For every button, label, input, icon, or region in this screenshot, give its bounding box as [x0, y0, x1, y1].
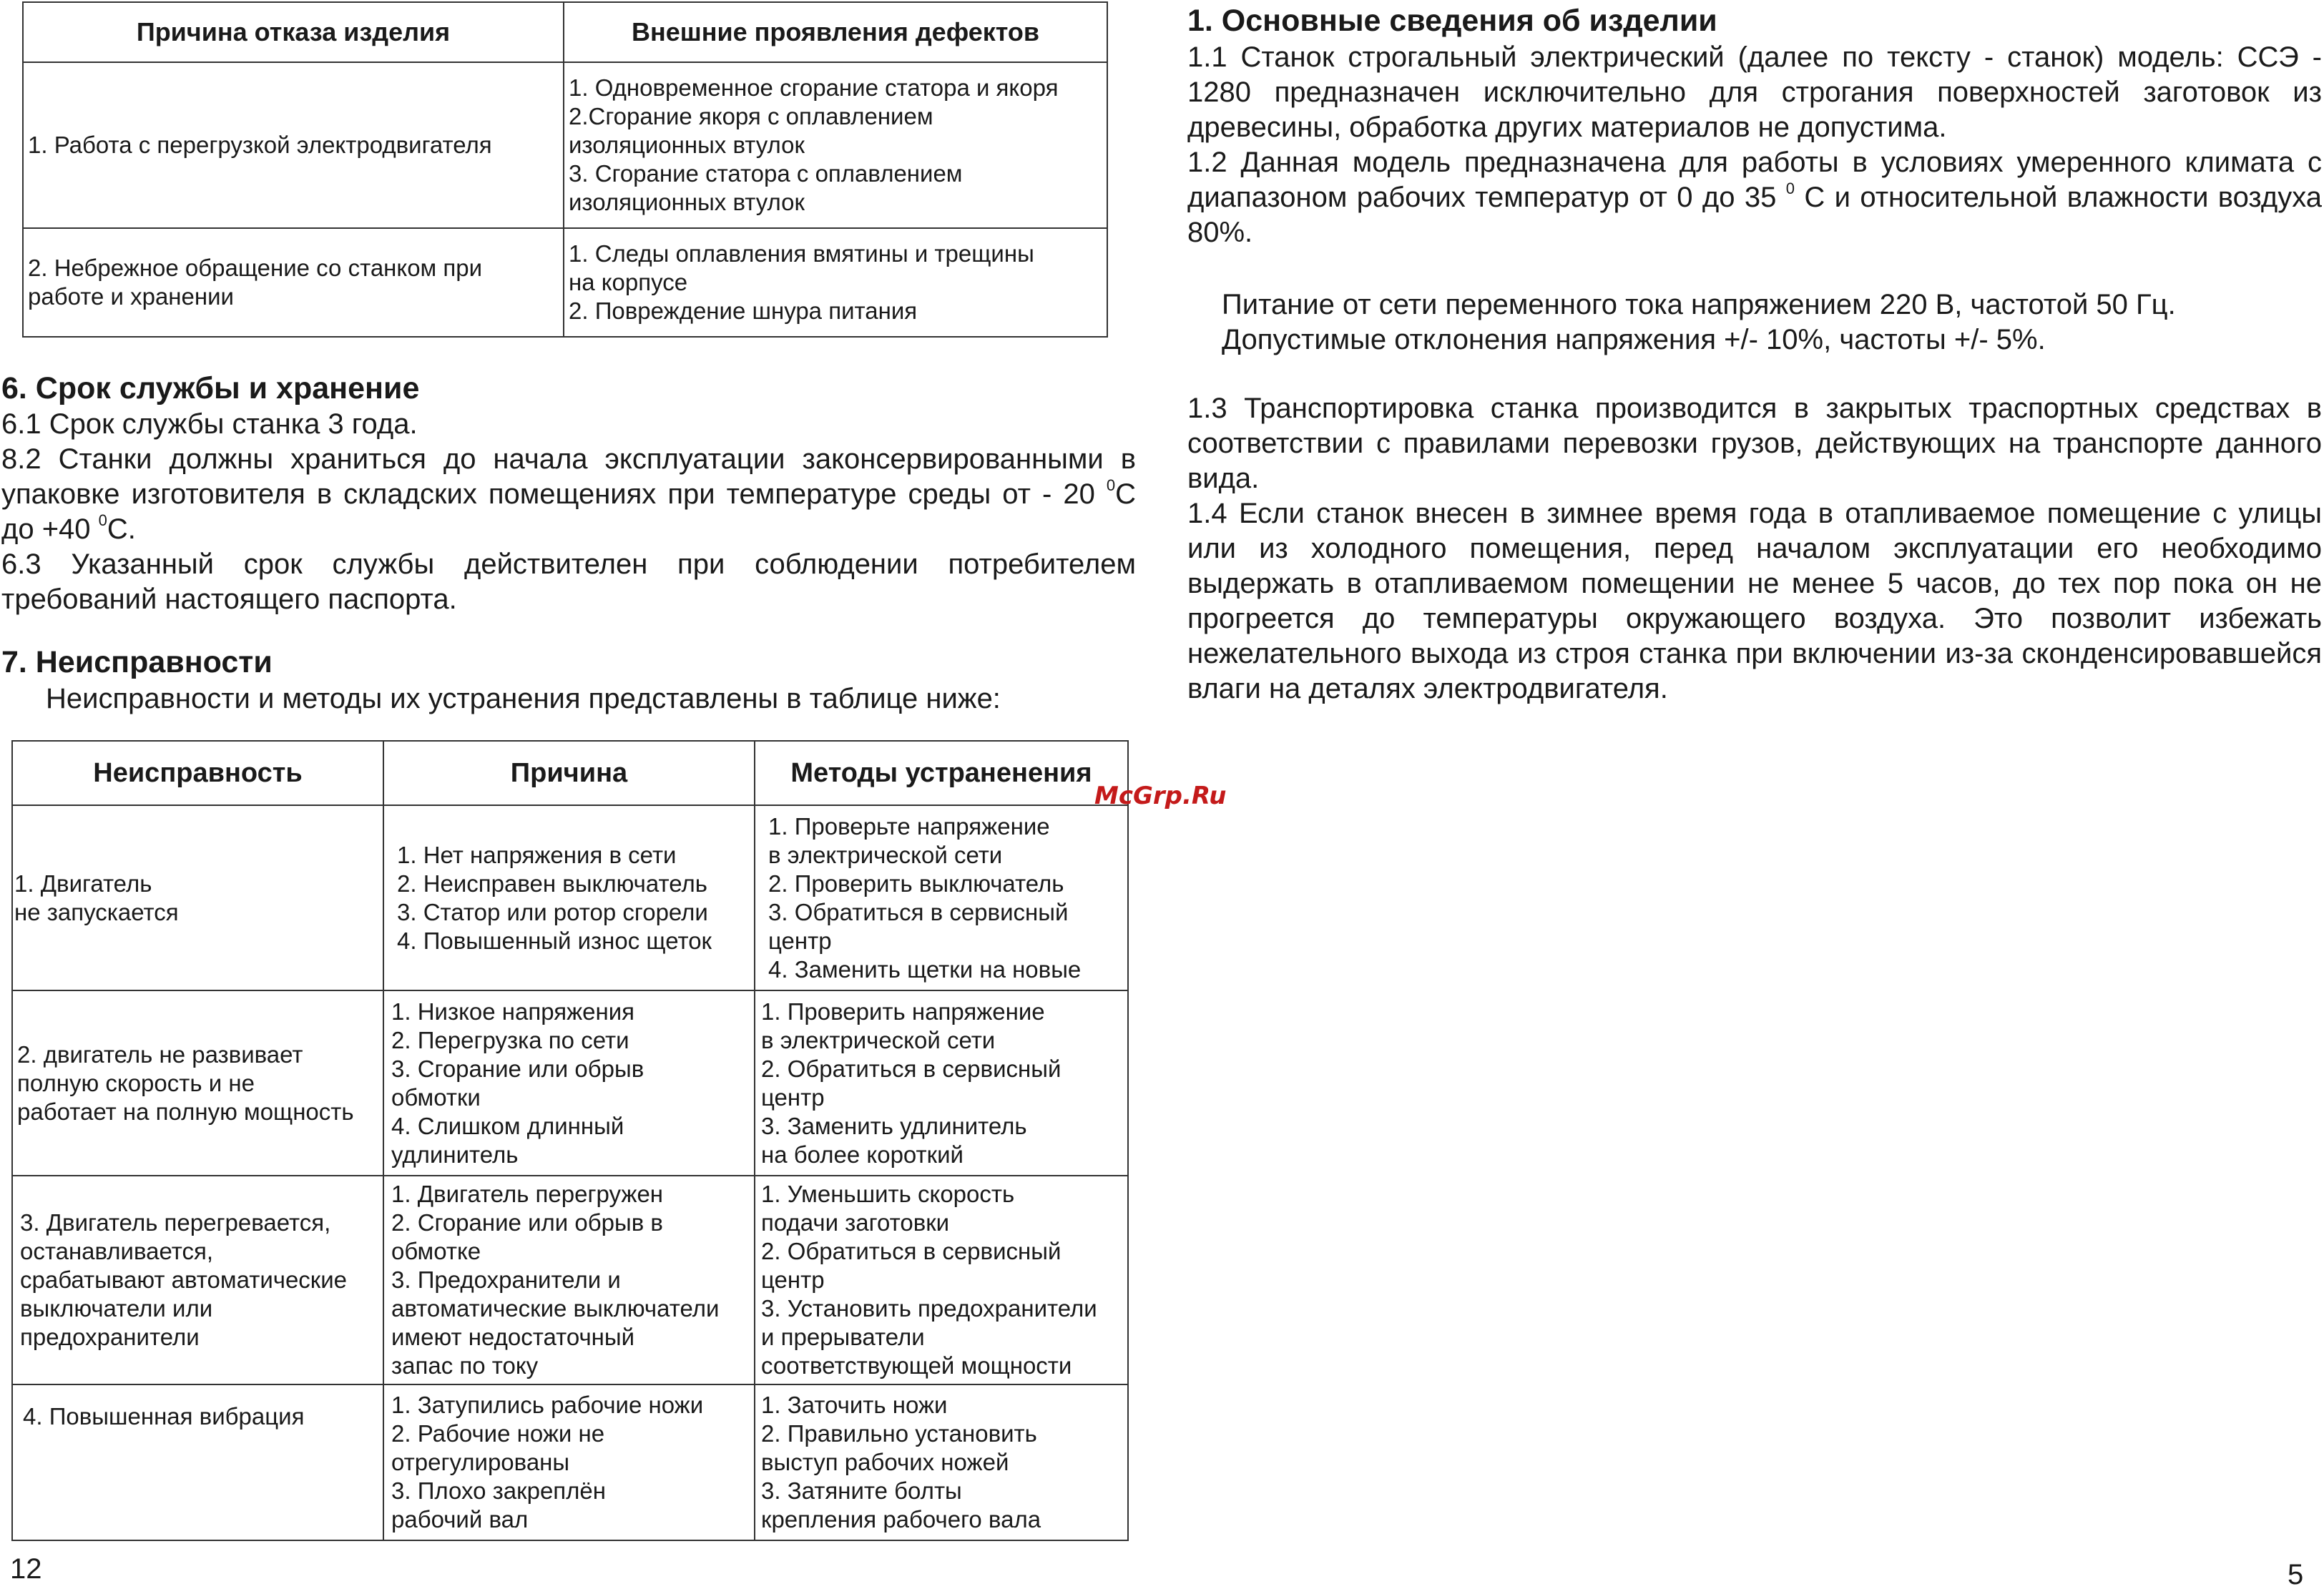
table-header-symptoms: Внешние проявления дефектов [564, 2, 1107, 62]
section-7-intro: Неисправности и методы их устранения представлены в таблице ниже: [46, 683, 1001, 714]
table-cell-cause: 1. Работа с перегрузкой электродвигателя [23, 62, 564, 228]
table-cell-fix: 1. Проверить напряжение в электрической сети 2. Обратиться в сервисный центр 3. Заменить удлинитель на более короткий [755, 990, 1128, 1176]
section-7-title: 7. Неисправности [1, 645, 273, 679]
page-number-left: 12 [10, 1553, 42, 1585]
table-cell-fault: 1. Двигатель не запускается [12, 805, 383, 990]
paragraph-6-3: 6.3 Указанный срок службы действителен при соблюдении потребителем требований настоящего паспорта. [1, 548, 1136, 615]
table-cell-fix: 1. Заточить ножи 2. Правильно установить выступ рабочих ножей 3. Затяните болты крепления рабочего вала [755, 1384, 1128, 1540]
table-cell-fault: 2. двигатель не развивает полную скорость и не работает на полную мощность [12, 990, 383, 1176]
section-1-title: 1. Основные сведения об изделии [1187, 4, 1717, 38]
table-cell-reason: 1. Затупились рабочие ножи 2. Рабочие ножи не отрегулированы 3. Плохо закреплён рабочий вал [383, 1384, 755, 1540]
watermark: McGrp.Ru [1094, 782, 1227, 810]
table-row [12, 1384, 1128, 1540]
paragraph-6-1: 6.1 Срок службы станка 3 года. [1, 408, 418, 440]
power-line-2: Допустимые отклонения напряжения +/- 10%, частоты +/- 5%. [1222, 324, 2046, 355]
table-row [23, 228, 1107, 337]
section-1-more [1187, 391, 2322, 707]
table-cell-reason: 1. Низкое напряжения 2. Перегрузка по сети 3. Сгорание или обрыв обмотки 4. Слишком длинный удлинитель [383, 990, 755, 1176]
table-cell-fix: 1. Уменьшить скорость подачи заготовки 2. Обратиться в сервисный центр 3. Установить предохранители и прерыватели соответствующей мощности [755, 1176, 1128, 1384]
section-1-body [1187, 40, 2322, 250]
table-cell-cause: 2. Небрежное обращение со станком при работе и хранении [23, 228, 564, 337]
table-cell-reason: 1. Двигатель перегружен 2. Сгорание или обрыв в обмотке 3. Предохранители и автоматические выключатели имеют недостаточный запас по току [383, 1176, 755, 1384]
table-cell-fault: 3. Двигатель перегревается, останавливается, срабатывают автоматические выключатели или предохранители [12, 1176, 383, 1384]
failure-cause-table [22, 1, 1108, 338]
table-cell-reason: 1. Нет напряжения в сети 2. Неисправен выключатель 3. Статор или ротор сгорели 4. Повышенный износ щеток [383, 805, 755, 990]
paragraph-1-1: 1.1 Станок строгальный электрический (далее по тексту - станок) модель: ССЭ - 1280 предназначен исключительно для строгания поверхностей заготовок из древесины, обработка других материалов не допустима. [1187, 41, 2322, 143]
paragraph-1-2: 1.2 Данная модель предназначена для работы в условиях умеренного климата с диапазоном рабочих температур от 0 до 35 $^0$ С и относительной влажности воздуха 80%. [1187, 147, 2322, 248]
table-header-fix: Методы устраненения [755, 741, 1128, 805]
malfunction-table [11, 740, 1129, 1541]
table-cell-fix: 1. Проверьте напряжение в электрической сети 2. Проверить выключатель 3. Обратиться в сервисный центр 4. Заменить щетки на новые [755, 805, 1128, 990]
table-row [12, 1176, 1128, 1384]
table-cell-fault: 4. Повышенная вибрация [12, 1384, 383, 1540]
table-cell-symptoms: 1. Одновременное сгорание статора и якоря 2.Сгорание якоря с оплавлением изоляционных втулок 3. Сгорание статора с оплавлением изоляционных втулок [564, 62, 1107, 228]
table-cell-symptoms: 1. Следы оплавления вмятины и трещины на корпусе 2. Повреждение шнура питания [564, 228, 1107, 337]
table-row [23, 62, 1107, 228]
section-6-title: 6. Срок службы и хранение [1, 371, 420, 405]
table-row [12, 805, 1128, 990]
power-line-1: Питание от сети переменного тока напряжением 220 В, частотой 50 Гц. [1222, 289, 2176, 320]
table-header-reason: Причина [383, 741, 755, 805]
table-header-fault: Неисправность [12, 741, 383, 805]
paragraph-8-2: 8.2 Станки должны храниться до начала эксплуатации законсервированными в упаковке изготовителя в складских помещениях при температуре среды от - 20 $^0$С до +40 $^0$С. [1, 443, 1136, 545]
paragraph-1-4: 1.4 Если станок внесен в зимнее время года в отапливаемое помещение с улицы или из холодного помещения, перед началом эксплуатации его необходимо выдержать в отапливаемом помещении не менее 5 часов, до тех пор пока он не прогреется до температуры окружающего воздуха. Это позволит избежать нежелательного выхода из строя станка при включении из-за сконденсировавшейся влаги на деталях электродвигателя. [1187, 498, 2322, 704]
section-6-text [1, 407, 1136, 617]
table-row [12, 990, 1128, 1176]
power-spec [1222, 287, 2323, 358]
paragraph-1-3: 1.3 Транспортировка станка производится в закрытых траспортных средствах в соответствии с правилами перевозки грузов, действующих на транспорте данного вида. [1187, 393, 2322, 494]
page-number-right: 5 [2288, 1559, 2304, 1590]
table-header-cause: Причина отказа изделия [23, 2, 564, 62]
